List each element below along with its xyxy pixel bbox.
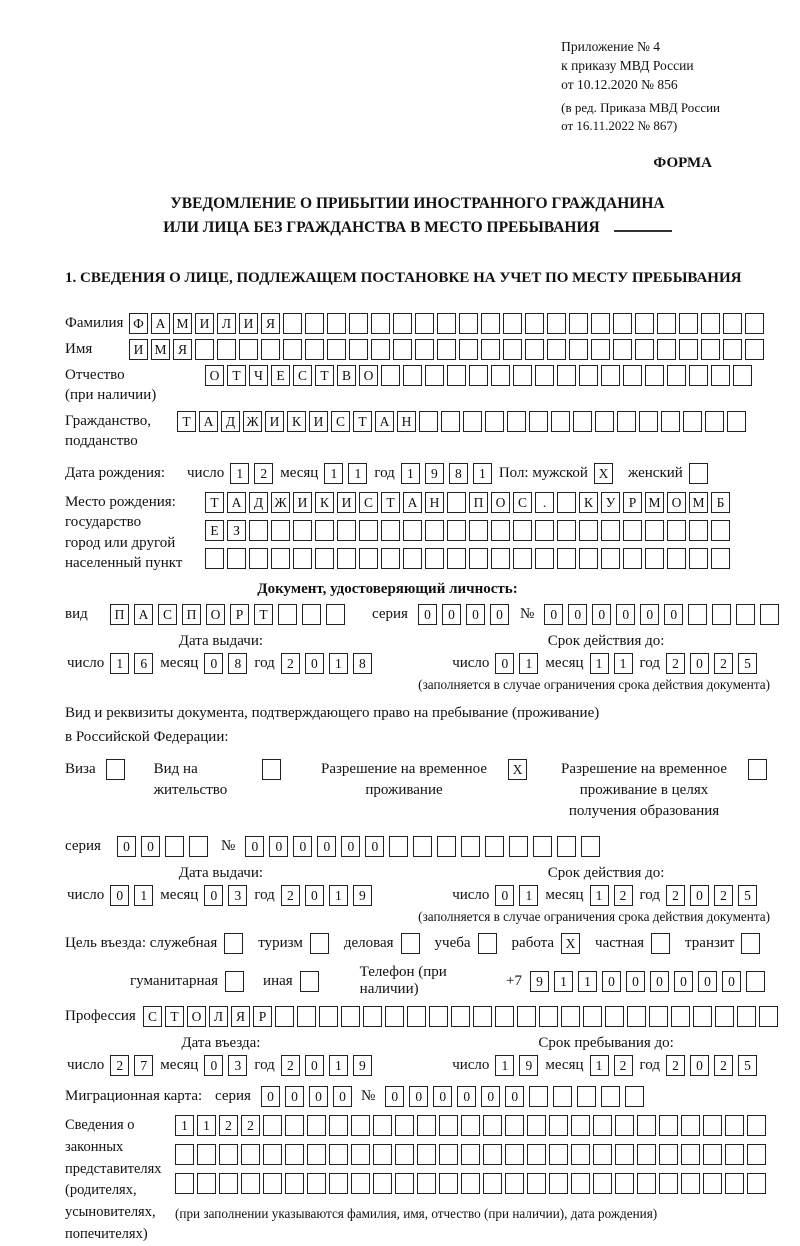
- form-title-line-1: УВЕДОМЛЕНИЕ О ПРИБЫТИИ ИНОСТРАННОГО ГРАЖДАНИНА: [170, 195, 665, 213]
- purpose-tourism-label: туризм: [258, 935, 303, 952]
- purpose-business-label: Цель въезда: служебная: [65, 935, 218, 952]
- identity-number-label: №: [519, 606, 535, 623]
- identity-issue-month-label: месяц: [160, 655, 199, 672]
- migration-series-input[interactable]: 0 0 0 0: [261, 1086, 357, 1107]
- patronymic-label: [65, 365, 205, 406]
- form-title-line-2: ИЛИ ЛИЦА БЕЗ ГРАЖДАНСТВА В МЕСТО ПРЕБЫВАНИЯ: [163, 219, 600, 237]
- stay-doc-valid-heading: Срок действия до:: [547, 865, 665, 882]
- residence-permit-option: [154, 759, 284, 801]
- identity-issue-heading: Дата выдачи:: [178, 633, 264, 650]
- birthplace-input-row-3[interactable]: [205, 548, 733, 569]
- identity-series-input[interactable]: 0 0 0 0: [418, 604, 514, 625]
- phone-prefix: +7: [506, 972, 522, 989]
- residence-permit-label: Вид на жительство: [153, 761, 228, 799]
- stay-doc-issue-day-label: число: [67, 887, 105, 904]
- patronymic-sublabel: (при наличии): [65, 387, 157, 404]
- representatives-input-row-2[interactable]: [175, 1144, 769, 1165]
- annex-note-line-1: (в ред. Приказа МВД России: [561, 99, 720, 115]
- temp-residence-edu-option: [550, 759, 770, 822]
- entry-date: [65, 1035, 377, 1076]
- stay-until-date: [450, 1035, 762, 1076]
- citizenship-sublabel: подданство: [65, 432, 138, 449]
- purpose-other-label: иная: [263, 972, 293, 989]
- identity-valid-year-label: год: [639, 655, 660, 672]
- representatives-input-row-3[interactable]: [175, 1173, 769, 1194]
- profession-label: Профессия: [65, 1008, 136, 1025]
- surname-row: [65, 313, 770, 334]
- stay-doc-valid-year-label: год: [639, 887, 660, 904]
- purpose-study-checkbox[interactable]: [478, 933, 500, 954]
- identity-issue-day-input[interactable]: 1 6: [110, 653, 158, 674]
- birth-date-row: [65, 463, 770, 484]
- birth-date-label: Дата рождения:: [65, 465, 166, 482]
- purpose-commercial-checkbox[interactable]: [401, 933, 423, 954]
- sex-male-checkbox[interactable]: X: [594, 463, 618, 484]
- purpose-row-2: [130, 964, 770, 998]
- entry-month-label: месяц: [160, 1057, 199, 1074]
- stay-doc-valid-day-input[interactable]: 0 1: [495, 885, 543, 906]
- citizenship-label-text: Гражданство,: [65, 412, 152, 429]
- sex-female-label: женский: [627, 465, 683, 482]
- title-blank-underline: [614, 230, 672, 232]
- form-title: [65, 192, 770, 240]
- stay-doc-valid-day-label: число: [452, 887, 490, 904]
- birthplace-sublabel-1: государство: [65, 514, 142, 531]
- birthplace-sublabel-2: город или другой: [65, 534, 176, 551]
- citizenship-row: [65, 411, 770, 452]
- purpose-study-label: учеба: [434, 935, 471, 952]
- purpose-private-label: частная: [595, 935, 645, 952]
- representatives-label-line-3: представителях: [65, 1160, 162, 1177]
- visa-label: Виза: [65, 761, 96, 778]
- stay-until-heading: Срок пребывания до:: [538, 1035, 674, 1052]
- stay-doc-valid-year-input[interactable]: 2 0 2 5: [666, 885, 762, 906]
- entry-date-heading: Дата въезда:: [181, 1035, 261, 1052]
- identity-dates-row: [65, 633, 770, 674]
- patronymic-label-text: Отчество: [65, 367, 125, 384]
- stay-doc-issue-year-input[interactable]: 2 0 1 9: [281, 885, 377, 906]
- representatives-label-line-4: (родителях,: [65, 1182, 137, 1199]
- entry-day-input[interactable]: 2 7: [110, 1055, 158, 1076]
- identity-issue-year-label: год: [254, 655, 275, 672]
- stay-doc-issue-year-label: год: [254, 887, 275, 904]
- identity-issue-month-input[interactable]: 0 8: [204, 653, 252, 674]
- migration-number-input[interactable]: 0 0 0 0 0 0: [385, 1086, 649, 1107]
- entry-month-input[interactable]: 0 3: [204, 1055, 252, 1076]
- annex-block: [65, 38, 770, 135]
- sex-label: Пол: мужской: [498, 465, 588, 482]
- birth-day-label: число: [187, 465, 225, 482]
- purpose-humanitarian-checkbox[interactable]: [225, 971, 247, 992]
- representatives-label: [65, 1115, 175, 1246]
- birth-day-input[interactable]: 1 2: [230, 463, 278, 484]
- temp-residence-edu-label: Разрешение на временное проживание в целях получения образования: [561, 761, 727, 820]
- stay-doc-intro-1: Вид и реквизиты документа, подтверждающего право на пребывание (проживание): [65, 705, 600, 722]
- profession-input[interactable]: С Т О Л Я Р: [143, 1006, 781, 1027]
- identity-number-input[interactable]: 0 0 0 0 0 0: [544, 604, 784, 625]
- birth-year-input[interactable]: 1 9 8 1: [401, 463, 497, 484]
- migration-series-label: серия: [215, 1088, 251, 1105]
- stay-doc-valid-date: [450, 865, 762, 906]
- birthplace-label: [65, 492, 205, 573]
- stay-doc-issue-day-input[interactable]: 0 1: [110, 885, 158, 906]
- identity-issue-year-input[interactable]: 2 0 1 8: [281, 653, 377, 674]
- purpose-row-1: [65, 933, 770, 954]
- profession-row: [65, 1006, 770, 1027]
- temp-residence-option: [310, 759, 530, 801]
- migration-card-label: Миграционная карта:: [65, 1088, 203, 1105]
- birth-year-label: год: [374, 465, 395, 482]
- identity-valid-month-input[interactable]: 1 1: [590, 653, 638, 674]
- surname-label: Фамилия: [65, 315, 124, 332]
- migration-number-label: №: [360, 1088, 376, 1105]
- stay-doc-validity-note: (заполняется в случае ограничения срока действия документа): [418, 909, 770, 925]
- identity-issue-date: [65, 633, 377, 674]
- representatives-label-line-1: Сведения о: [65, 1117, 135, 1134]
- identity-valid-heading: Срок действия до:: [547, 633, 665, 650]
- visa-checkbox[interactable]: [106, 759, 128, 780]
- stay-doc-number-label: №: [221, 838, 236, 855]
- stay-doc-number-input[interactable]: 0 0 0 0 0 0: [245, 836, 605, 857]
- stay-doc-series-row: [65, 836, 770, 857]
- identity-valid-day-input[interactable]: 0 1: [495, 653, 543, 674]
- annex-line-2: к приказу МВД России: [561, 57, 694, 73]
- identity-valid-date: [450, 633, 762, 674]
- firstname-label: Имя: [65, 341, 93, 358]
- representatives-note: (при заполнении указываются фамилия, имя, отчество (при наличии), дата рождения): [175, 1206, 658, 1222]
- annex-line-3: от 10.12.2020 № 856: [561, 76, 678, 92]
- section-1-heading: 1. СВЕДЕНИЯ О ЛИЦЕ, ПОДЛЕЖАЩЕМ ПОСТАНОВКЕ НА УЧЕТ ПО МЕСТУ ПРЕБЫВАНИЯ: [65, 270, 742, 287]
- visa-option: [65, 759, 128, 780]
- phone-label: Телефон (при наличии): [359, 964, 447, 998]
- stay-doc-dates-row: [65, 865, 770, 906]
- purpose-humanitarian-label: гуманитарная: [130, 972, 219, 989]
- purpose-transit-label: транзит: [685, 935, 735, 952]
- identity-validity-note: (заполняется в случае ограничения срока действия документа): [418, 677, 770, 693]
- identity-valid-day-label: число: [452, 655, 490, 672]
- patronymic-row: [65, 365, 770, 406]
- stay-doc-intro-2: в Российской Федерации:: [65, 729, 229, 746]
- birth-month-label: месяц: [280, 465, 319, 482]
- identity-series-label: серия: [372, 606, 408, 623]
- stay-doc-issue-heading: Дата выдачи:: [178, 865, 264, 882]
- stay-doc-options: [65, 759, 770, 822]
- stay-until-year-label: год: [639, 1057, 660, 1074]
- representatives-label-line-6: попечителях): [65, 1225, 148, 1242]
- annex-note-line-2: от 16.11.2022 № 867): [561, 117, 678, 133]
- temp-residence-edu-checkbox[interactable]: [748, 759, 770, 780]
- phone-input[interactable]: 9 1 1 0 0 0 0 0 0: [530, 971, 770, 992]
- representatives-input-row-1[interactable]: 1 1 2 2: [175, 1115, 769, 1136]
- entry-year-label: год: [254, 1057, 275, 1074]
- purpose-business-checkbox[interactable]: [224, 933, 246, 954]
- purpose-commercial-label: деловая: [343, 935, 394, 952]
- purpose-transit-checkbox[interactable]: [741, 933, 763, 954]
- identity-issue-day-label: число: [67, 655, 105, 672]
- migration-card-row: [65, 1086, 770, 1107]
- purpose-private-checkbox[interactable]: [651, 933, 673, 954]
- birthplace-sublabel-3: населенный пункт: [65, 554, 183, 571]
- representatives-label-line-2: законных: [65, 1138, 124, 1155]
- residence-permit-checkbox[interactable]: [262, 759, 284, 780]
- purpose-other-checkbox[interactable]: [300, 971, 322, 992]
- annex-line-1: Приложение № 4: [561, 39, 660, 54]
- birth-month-input[interactable]: 1 1: [324, 463, 372, 484]
- identity-doc-row: [65, 604, 770, 625]
- stay-doc-issue-month-input[interactable]: 0 3: [204, 885, 252, 906]
- stay-doc-series-label: серия: [65, 838, 101, 855]
- stay-until-day-label: число: [452, 1057, 490, 1074]
- sex-female-checkbox[interactable]: [689, 463, 713, 484]
- stay-doc-issue-date: [65, 865, 377, 906]
- birthplace-input-row-1[interactable]: Т А Д Ж И К И С Т А Н П О С . К У Р М О М Б: [205, 492, 733, 513]
- purpose-work-checkbox[interactable]: X: [561, 933, 583, 954]
- identity-kind-input[interactable]: П А С П О Р Т: [110, 604, 350, 625]
- firstname-input[interactable]: И М Я: [129, 339, 767, 360]
- stay-until-year-input[interactable]: 2 0 2 5: [666, 1055, 762, 1076]
- birthplace-input-row-2[interactable]: Е З: [205, 520, 733, 541]
- entry-year-input[interactable]: 2 0 1 9: [281, 1055, 377, 1076]
- purpose-tourism-checkbox[interactable]: [310, 933, 332, 954]
- stay-until-month-input[interactable]: 1 2: [590, 1055, 638, 1076]
- forma-label: ФОРМА: [653, 155, 712, 172]
- entry-dates-row: [65, 1035, 770, 1076]
- stay-doc-series-input[interactable]: 0 0: [117, 836, 213, 857]
- identity-valid-month-label: месяц: [545, 655, 584, 672]
- purpose-work-label: работа: [511, 935, 555, 952]
- stay-until-day-input[interactable]: 1 9: [495, 1055, 543, 1076]
- birthplace-label-text: Место рождения:: [65, 494, 176, 511]
- identity-kind-label: вид: [65, 606, 88, 623]
- surname-input[interactable]: Ф А М И Л И Я: [129, 313, 767, 334]
- identity-valid-year-input[interactable]: 2 0 2 5: [666, 653, 762, 674]
- stay-doc-valid-month-input[interactable]: 1 2: [590, 885, 638, 906]
- birthplace-block: [65, 492, 770, 573]
- citizenship-input[interactable]: Т А Д Ж И К И С Т А Н: [177, 411, 749, 432]
- representatives-label-line-5: усыновителях,: [65, 1204, 156, 1221]
- stay-until-month-label: месяц: [545, 1057, 584, 1074]
- stay-doc-issue-month-label: месяц: [160, 887, 199, 904]
- identity-doc-heading: Документ, удостоверяющий личность:: [257, 581, 518, 598]
- stay-doc-valid-month-label: месяц: [545, 887, 584, 904]
- temp-residence-label: Разрешение на временное проживание: [321, 761, 487, 799]
- firstname-row: [65, 339, 770, 360]
- entry-day-label: число: [67, 1057, 105, 1074]
- temp-residence-checkbox[interactable]: X: [508, 759, 530, 780]
- patronymic-input[interactable]: О Т Ч Е С Т В О: [205, 365, 755, 386]
- representatives-block: [65, 1115, 770, 1246]
- citizenship-label: [65, 411, 177, 452]
